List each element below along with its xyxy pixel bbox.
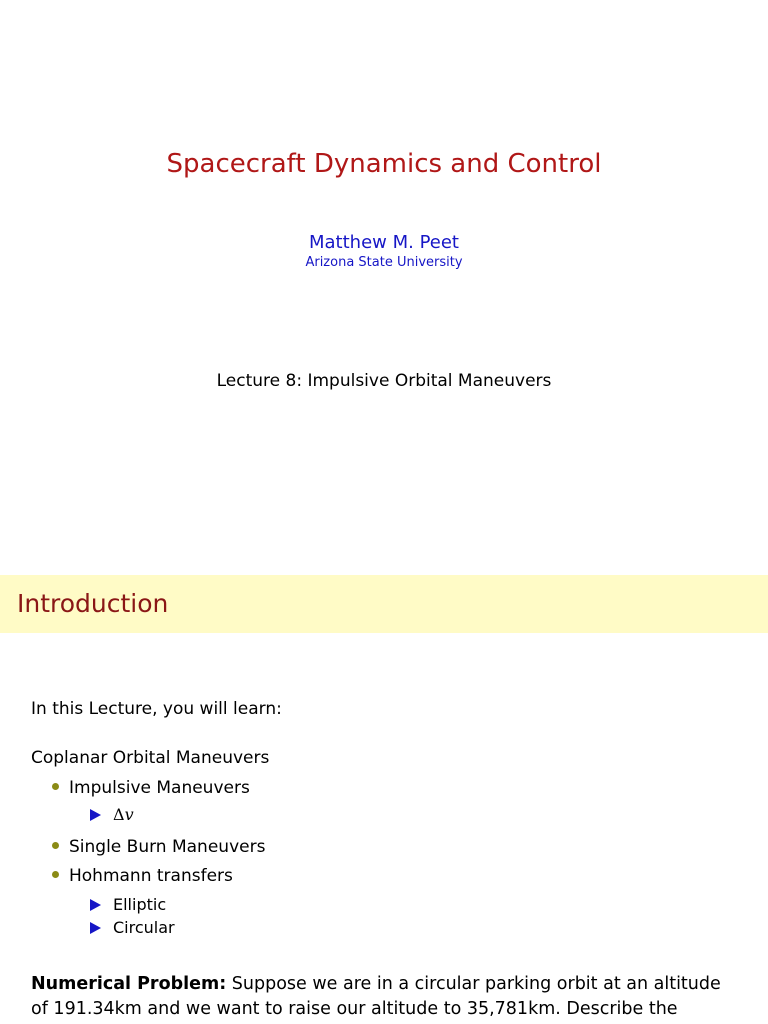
author-name: Matthew M. Peet [309,232,459,253]
sub-list-item-label: Circular [113,918,175,937]
numerical-problem [31,972,743,1022]
list-item [52,835,265,859]
deck-title: Spacecraft Dynamics and Control [166,149,602,179]
problem-text-1: Suppose we are in a circular parking orbit at an altitude [226,974,721,994]
bullet-dot-icon [52,842,59,849]
list-item [52,776,250,800]
intro-text: In this Lecture, you will learn: [31,699,282,719]
sub-list-item [90,894,166,916]
lecture-title: Lecture 8: Impulsive Orbital Maneuvers [216,371,552,391]
affiliation: Arizona State University [305,255,463,270]
list-item-label: Hohmann transfers [69,866,233,886]
frame-title: Introduction [17,589,169,618]
section-title: Coplanar Orbital Maneuvers [31,748,270,768]
problem-label: Numerical Problem: [31,974,227,994]
delta-v-math [113,805,134,824]
problem-line-2: of 191.34km and we want to raise our altitude to 35,781km. Describe the [31,999,678,1019]
bullet-dot-icon [52,783,59,790]
triangle-bullet-icon [90,922,101,934]
delta-symbol: Δ [113,805,125,824]
frame-header [0,575,768,633]
bullet-dot-icon [52,871,59,878]
triangle-bullet-icon [90,809,101,821]
list-item [52,864,233,888]
sub-list-item-label: Elliptic [113,895,167,914]
sub-list-item [90,804,134,826]
sub-list-item [90,917,175,939]
list-item-label: Impulsive Maneuvers [69,778,250,798]
list-item-label: Single Burn Maneuvers [69,837,266,857]
triangle-bullet-icon [90,899,101,911]
problem-line-1 [31,972,743,997]
velocity-symbol: v [124,805,134,824]
